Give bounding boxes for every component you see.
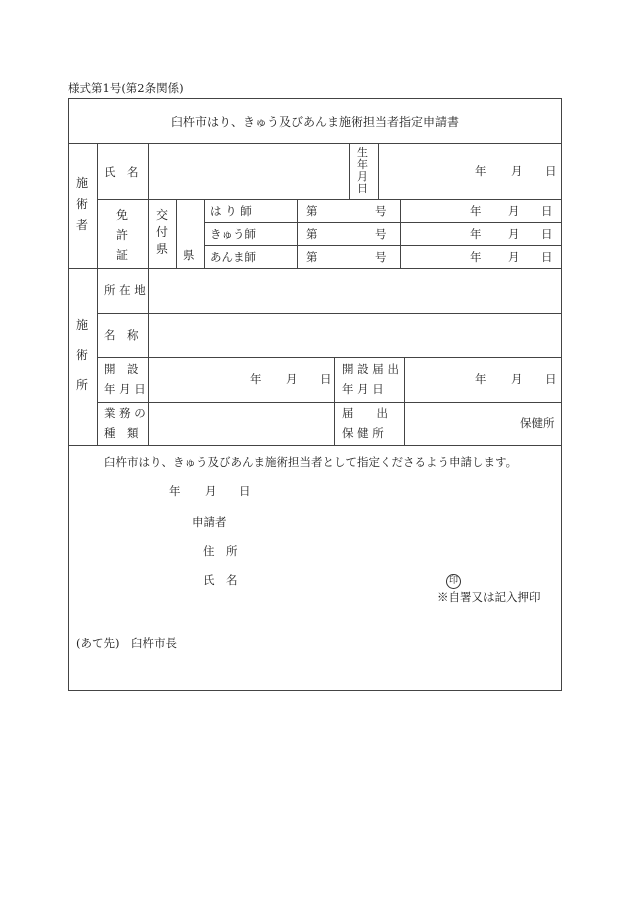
business-field[interactable]: [149, 403, 334, 445]
form-title: 臼杵市はり、きゅう及びあんま施術担当者指定申請書: [170, 115, 459, 129]
notice-date-day: 日: [545, 372, 557, 386]
license-no-prefix: 第: [306, 227, 318, 241]
license-date-year: 年: [470, 227, 482, 241]
health-center-label-line2: 保 健 所: [342, 426, 384, 440]
license-label-char: 証: [116, 248, 129, 262]
form-label: 様式第1号(第2条関係): [68, 81, 184, 95]
license-label-char: 免: [116, 208, 129, 222]
practitioner-section-label: [76, 177, 88, 231]
clinic-name-field[interactable]: [149, 314, 561, 357]
practitioner-section-char: 施: [76, 176, 89, 190]
license-type: は り 師: [210, 204, 252, 218]
application-statement: 臼杵市はり、きゅう及びあんま施術担当者として指定くださるよう申請します。: [104, 455, 518, 469]
birth-label-char: 月: [357, 170, 368, 183]
application-date-year: 年: [169, 484, 181, 498]
birth-date-day: 日: [545, 164, 557, 178]
license-date-month: 月: [508, 204, 520, 218]
business-label-line2: 種 類: [104, 426, 139, 440]
application-date-day: 日: [239, 484, 251, 498]
opening-date-month: 月: [286, 372, 298, 386]
practitioner-section-char: 者: [76, 218, 89, 232]
license-date-month: 月: [508, 227, 520, 241]
license-no-suffix: 号: [375, 227, 387, 241]
notice-date-year: 年: [475, 372, 487, 386]
notice-label-line2: 年 月 日: [342, 382, 384, 396]
applicant-label: 申請者: [192, 515, 227, 529]
birth-label-char: 生: [357, 146, 368, 159]
license-date-year: 年: [470, 204, 482, 218]
clinic-section-char: 所: [76, 378, 89, 392]
license-no-suffix: 号: [375, 250, 387, 264]
signature-note: ※自署又は記入押印: [437, 590, 541, 604]
license-no-suffix: 号: [375, 204, 387, 218]
birth-label: [357, 147, 368, 194]
clinic-section-char: 施: [76, 318, 89, 332]
clinic-section-label: [76, 319, 88, 391]
opening-date-day: 日: [320, 372, 332, 386]
birth-date-month: 月: [511, 164, 523, 178]
practitioner-section-char: 術: [76, 197, 89, 211]
license-type: きゅう師: [210, 227, 256, 241]
issuing-label: [156, 209, 168, 255]
business-label-line1: 業 務 の: [104, 406, 146, 420]
application-date-month: 月: [205, 484, 217, 498]
license-date-day: 日: [541, 204, 553, 218]
address-label: 所 在 地: [104, 283, 146, 297]
license-type: あんま師: [210, 250, 256, 264]
health-center-value: 保健所: [520, 416, 555, 430]
opening-label-line2: 年 月 日: [104, 382, 146, 396]
license-no-prefix: 第: [306, 204, 318, 218]
issuing-label-char: 付: [156, 225, 169, 239]
notice-label-line1: 開 設 届 出: [342, 362, 399, 376]
applicant-name-label: 氏 名: [203, 573, 238, 587]
license-no-prefix: 第: [306, 250, 318, 264]
license-date-year: 年: [470, 250, 482, 264]
clinic-name-label: 名 称: [104, 328, 139, 342]
prefecture-label: 県: [183, 248, 195, 262]
name-field[interactable]: [149, 144, 349, 199]
issuing-label-char: 県: [156, 242, 169, 256]
license-date-day: 日: [541, 227, 553, 241]
notice-date-month: 月: [511, 372, 523, 386]
birth-date-year: 年: [475, 164, 487, 178]
license-date-day: 日: [541, 250, 553, 264]
health-center-label-line1: 届 出: [342, 406, 388, 420]
license-label-char: 許: [116, 228, 129, 242]
opening-label-line1: 開 設: [104, 362, 139, 376]
opening-date-year: 年: [250, 372, 262, 386]
name-label: 氏 名: [104, 165, 139, 179]
clinic-section-char: 術: [76, 348, 89, 362]
birth-label-char: 年: [357, 158, 368, 171]
applicant-address-label: 住 所: [203, 544, 238, 558]
license-date-month: 月: [508, 250, 520, 264]
seal-mark: 印: [446, 574, 461, 589]
addressee: (あて先) 臼杵市長: [76, 636, 177, 650]
license-label: [116, 209, 128, 261]
issuing-label-char: 交: [156, 208, 169, 222]
address-field[interactable]: [149, 269, 561, 313]
birth-label-char: 日: [357, 182, 368, 195]
